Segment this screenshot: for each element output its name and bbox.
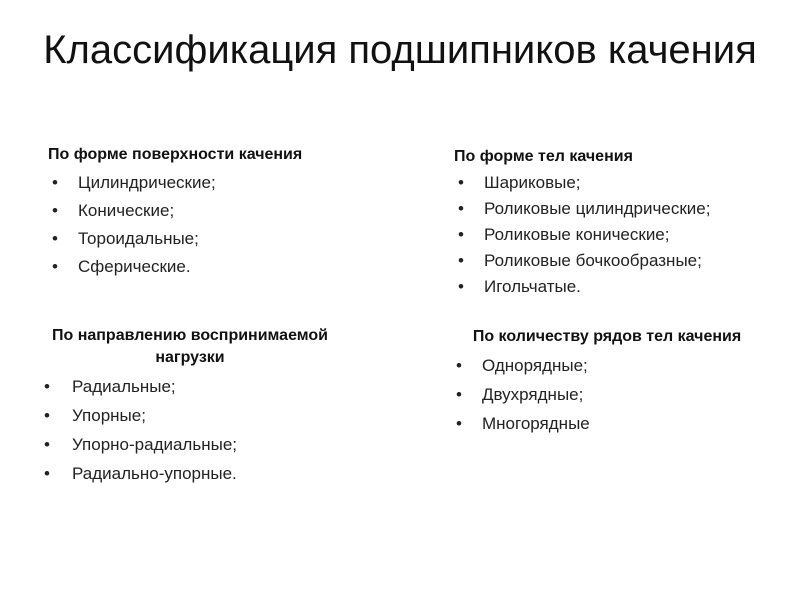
- bullet-icon: •: [52, 229, 58, 248]
- bullet-icon: •: [44, 377, 50, 396]
- load-direction-list: [40, 376, 360, 485]
- list-item: • Однорядные;: [456, 356, 588, 375]
- list-item: • Радиальные;: [44, 377, 176, 396]
- list-item: • Шариковые;: [458, 173, 581, 192]
- bullet-icon: •: [458, 173, 464, 192]
- row-count-list: [452, 355, 782, 435]
- list-item: • Радиально-упорные.: [44, 464, 237, 483]
- load-direction-section: [40, 325, 360, 485]
- bullet-icon: •: [52, 173, 58, 192]
- list-item: • Роликовые цилиндрические;: [458, 199, 711, 218]
- bullet-icon: •: [458, 251, 464, 270]
- row-count-heading: По количеству рядов тел качения: [472, 328, 742, 345]
- surface-form-section: [48, 144, 378, 278]
- list-item: • Многорядные: [456, 414, 590, 433]
- list-item: • Упорные;: [44, 406, 146, 425]
- bullet-icon: •: [456, 414, 462, 433]
- list-item: • Тороидальные;: [52, 229, 199, 248]
- list-item: • Игольчатые.: [458, 277, 581, 296]
- surface-form-list: [48, 172, 378, 278]
- list-item: • Конические;: [52, 201, 175, 220]
- slide-title: Классификация подшипников качения: [43, 28, 757, 72]
- bullet-icon: •: [456, 385, 462, 404]
- body-form-section: [454, 146, 754, 298]
- list-item: • Двухрядные;: [456, 385, 584, 404]
- bullet-icon: •: [44, 464, 50, 483]
- bullet-icon: •: [458, 277, 464, 296]
- list-item: • Роликовые конические;: [458, 225, 670, 244]
- surface-form-heading: По форме поверхности качения: [48, 146, 303, 163]
- bullet-icon: •: [44, 435, 50, 454]
- bullet-icon: •: [44, 406, 50, 425]
- bullet-icon: •: [456, 356, 462, 375]
- bullet-icon: •: [458, 225, 464, 244]
- list-item: • Роликовые бочкообразные;: [458, 251, 702, 270]
- body-form-heading: По форме тел качения: [454, 148, 633, 165]
- list-item: • Упорно-радиальные;: [44, 435, 237, 454]
- bullet-icon: •: [52, 257, 58, 276]
- bullet-icon: •: [52, 201, 58, 220]
- list-item: • Цилиндрические;: [52, 173, 216, 192]
- load-direction-heading: По направлению воспринимаемой нагрузки: [51, 327, 328, 366]
- body-form-list: [454, 172, 754, 298]
- list-item: • Сферические.: [52, 257, 191, 276]
- bullet-icon: •: [458, 199, 464, 218]
- row-count-section: [452, 326, 782, 435]
